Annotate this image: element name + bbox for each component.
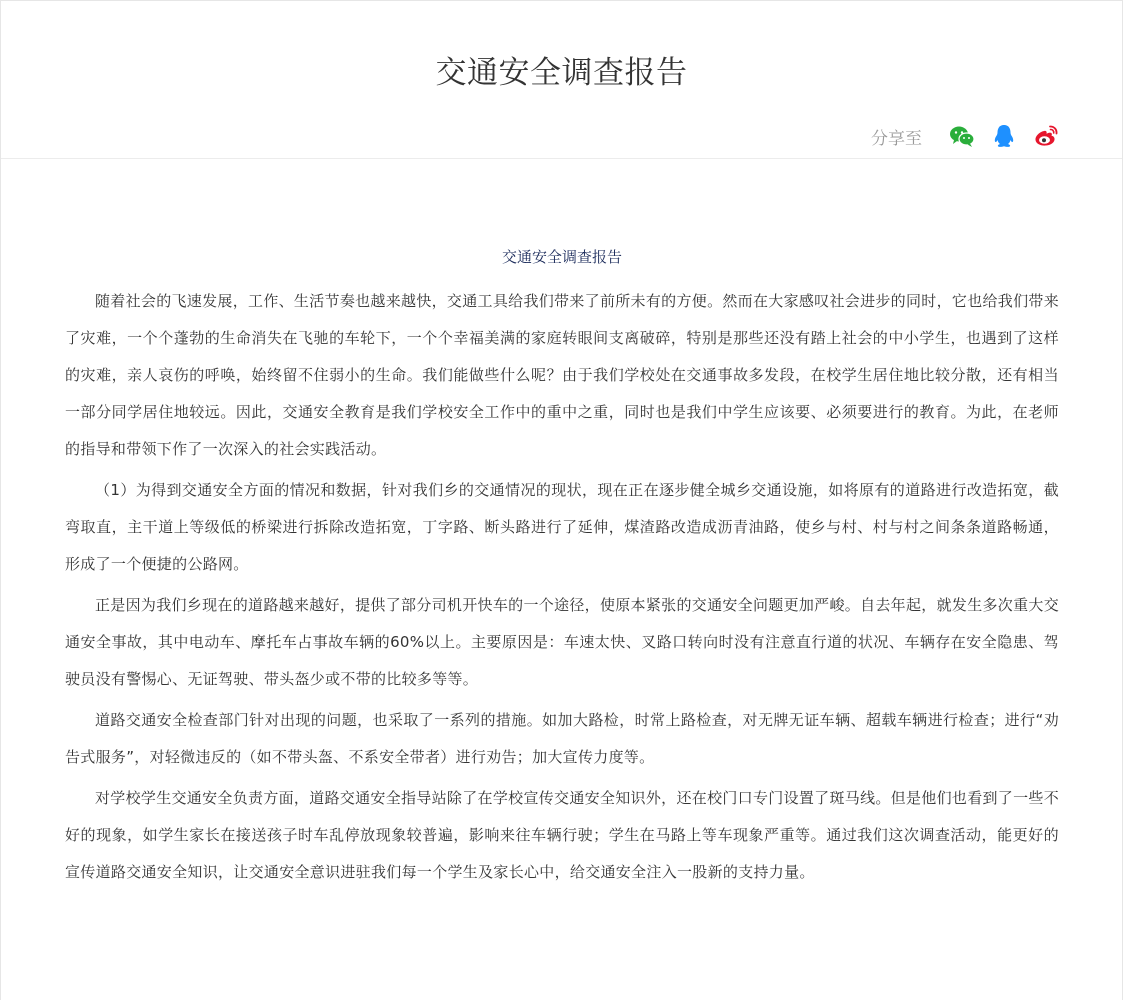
article-title: 交通安全调查报告 <box>501 248 622 266</box>
article-paragraph: 道路交通安全检查部门针对出现的问题，也采取了一系列的措施。如加大路检，时常上路检查，对无牌无证车辆、超载车辆进行检查；进行“劝告式服务”，对轻微违反的（如不带头盔、不系安全带者）进行劝告；加大宣传力度等。 <box>65 711 1059 766</box>
article-body <box>1 159 1122 895</box>
page-header <box>1 1 1122 159</box>
weibo-icon[interactable] <box>1032 122 1060 150</box>
article-paragraph: 随着社会的飞速发展，工作、生活节奏也越来越快，交通工具给我们带来了前所未有的方便。然而在大家感叹社会进步的同时，它也给我们带来了灾难，一个个蓬勃的生命消失在飞驰的车轮下，一个个幸福美满的家庭转眼间支离破碎，特别是那些还没有踏上社会的中小学生，也遇到了这样的灾难，亲人哀伤的呼唤，始终留不住弱小的生命。我们能做些什么呢？由于我们学校处在交通事故多发段，在校学生居住地比较分散，还有相当一部分同学居住地较远。因此，交通安全教育是我们学校安全工作中的重中之重，同时也是我们中学生应该要、必须要进行的教育。为此，在老师的指导和带领下作了一次深入的社会实践活动。 <box>65 292 1059 458</box>
page-title: 交通安全调查报告 <box>435 55 688 91</box>
share-bar <box>871 121 1060 151</box>
article-paragraph: （1）为得到交通安全方面的情况和数据，针对我们乡的交通情况的现状，现在正在逐步健全城乡交通设施，如将原有的道路进行改造拓宽，截弯取直，主干道上等级低的桥梁进行拆除改造拓宽，丁字路、断头路进行了延伸，煤渣路改造成沥青油路，使乡与村、村与村之间条条道路畅通，形成了一个便捷的公路网。 <box>65 481 1059 573</box>
share-label: 分享至 <box>871 128 922 149</box>
qq-icon[interactable] <box>990 122 1018 150</box>
article-paragraph: 对学校学生交通安全负责方面，道路交通安全指导站除了在学校宣传交通安全知识外，还在校门口专门设置了斑马线。但是他们也看到了一些不好的现象，如学生家长在接送孩子时车乱停放现象较普遍，影响来往车辆行驶；学生在马路上等车现象严重等。通过我们这次调查活动，能更好的宣传道路交通安全知识，让交通安全意识进驻我们每一个学生及家长心中，给交通安全注入一股新的支持力量。 <box>65 789 1059 881</box>
article-paragraph: 正是因为我们乡现在的道路越来越好，提供了部分司机开快车的一个途径，使原本紧张的交通安全问题更加严峻。自去年起，就发生多次重大交通安全事故，其中电动车、摩托车占事故车辆的60%以上。主要原因是：车速太快、叉路口转向时没有注意直行道的状况、车辆存在安全隐患、驾驶员没有警惕心、无证驾驶、带头盔少或不带的比较多等等。 <box>65 596 1059 688</box>
wechat-icon[interactable] <box>948 122 976 150</box>
